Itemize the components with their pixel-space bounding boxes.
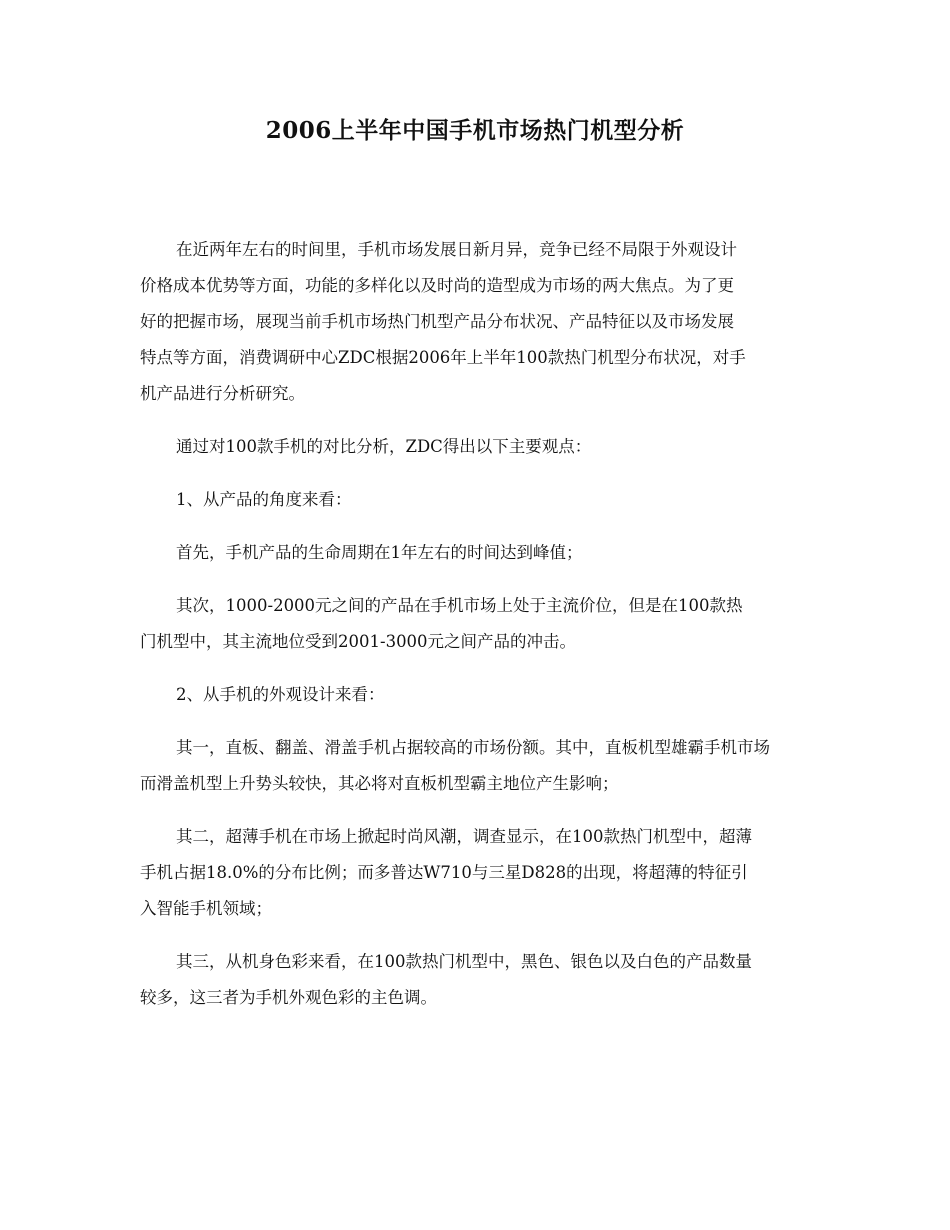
- paragraph-line: 门机型中，其主流地位受到2001-3000元之间产品的冲击。: [140, 632, 577, 651]
- paragraph-intro: [140, 232, 812, 412]
- paragraph-summary: [140, 429, 812, 465]
- section-heading-design: [140, 677, 812, 713]
- paragraph-line: 其一，直板、翻盖、滑盖手机占据较高的市场份额。其中，直板机型雄霸手机市场: [176, 738, 770, 757]
- paragraph-line: 1、从产品的角度来看：: [176, 490, 352, 509]
- paragraph-line: 好的把握市场，展现当前手机市场热门机型产品分布状况、产品特征以及市场发展: [140, 312, 734, 331]
- paragraph-line: 较多，这三者为手机外观色彩的主色调。: [140, 988, 437, 1007]
- section-heading-product: [140, 482, 812, 518]
- paragraph-line: 价格成本优势等方面，功能的多样化以及时尚的造型成为市场的两大焦点。为了更: [140, 276, 734, 295]
- paragraph-line: 其二，超薄手机在市场上掀起时尚风潮，调查显示，在100款热门机型中，超薄: [176, 827, 752, 846]
- document-body: [140, 232, 812, 1033]
- paragraph-line: 2、从手机的外观设计来看：: [176, 685, 385, 704]
- paragraph-line: 手机占据18.0%的分布比例；而多普达W710与三星D828的出现，将超薄的特征引: [140, 863, 748, 882]
- paragraph-design-three: [140, 944, 812, 1016]
- paragraph-design-two: [140, 819, 812, 927]
- paragraph-line: 首先，手机产品的生命周期在1年左右的时间达到峰值；: [176, 543, 583, 562]
- paragraph-line: 而滑盖机型上升势头较快，其必将对直板机型霸主地位产生影响；: [140, 774, 619, 793]
- document-title: 2006上半年中国手机市场热门机型分析: [265, 117, 685, 144]
- paragraph-line: 入智能手机领域；: [140, 899, 272, 918]
- paragraph-line: 其次，1000-2000元之间的产品在手机市场上处于主流价位，但是在100款热: [176, 596, 743, 615]
- paragraph-line: 其三，从机身色彩来看，在100款热门机型中，黑色、银色以及白色的产品数量: [176, 952, 752, 971]
- paragraph-line: 机产品进行分析研究。: [140, 384, 305, 403]
- paragraph-line: 特点等方面，消费调研中心ZDC根据2006年上半年100款热门机型分布状况，对手: [140, 348, 746, 367]
- paragraph-second-point: [140, 588, 812, 660]
- paragraph-first-point: [140, 535, 812, 571]
- paragraph-design-one: [140, 730, 812, 802]
- paragraph-line: 通过对100款手机的对比分析，ZDC得出以下主要观点：: [176, 437, 592, 456]
- paragraph-line: 在近两年左右的时间里，手机市场发展日新月异，竞争已经不局限于外观设计: [176, 240, 737, 259]
